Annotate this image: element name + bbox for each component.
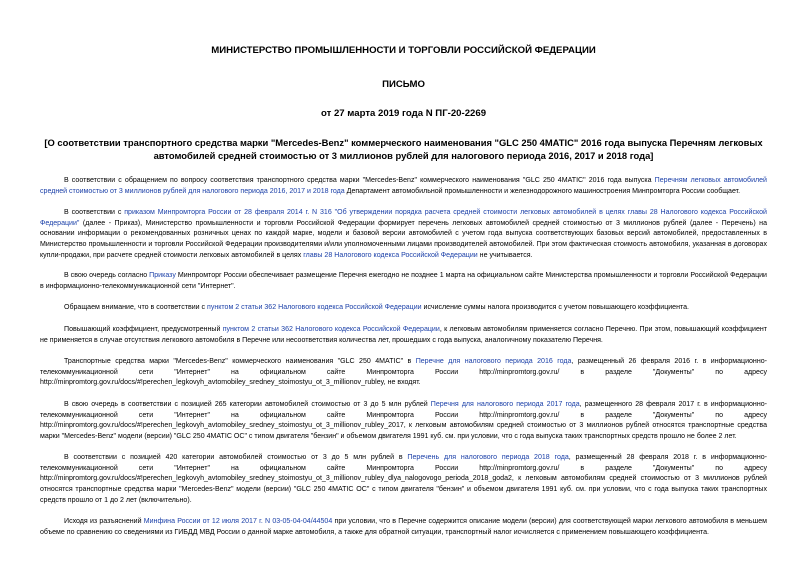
paragraph-5: Повышающий коэффициент, предусмотренный пунктом 2 статьи 362 Налогового кодекса Российской Федерации, к легковым автомобилям применяется согласно Перечню. При этом, повышающий коэффициент не применяется в случае отсутствия легкового автомобиля в Перечне или несоответствия количества лет, прошедших с года выпуска, аналогичному показателю Перечня. <box>40 325 767 344</box>
ministry-title: МИНИСТЕРСТВО ПРОМЫШЛЕННОСТИ И ТОРГОВЛИ РОССИЙСКОЙ ФЕДЕРАЦИИ <box>211 45 596 56</box>
link-glava-28-nk[interactable]: главы 28 Налогового кодекса Российской Федерации <box>303 251 478 259</box>
link-punkt-2-st-362[interactable]: пунктом 2 статьи 362 Налогового кодекса Российской Федерации <box>207 304 422 312</box>
document-type: ПИСЬМО <box>382 79 425 90</box>
link-prikaz-316[interactable]: приказом Минпромторга России от 28 февраля 2014 г. N 316 "Об утверждении порядка расчета средней стоимости легковых автомобилей в целях главы 28 Налогового кодекса Российской Федерации" <box>40 209 767 227</box>
document-subject: [О соответствии транспортного средства марки "Mercedes-Benz" коммерческого наименования "GLC 250 4MATIC" 2016 года выпуска Перечням легковых автомобилей средней стоимостью от 3 миллионов рублей для налогового периода 2016, 2017 и 2018 года] <box>44 137 763 161</box>
link-prikaz[interactable]: Приказу <box>149 272 176 280</box>
link-minfin-letter[interactable]: Минфина России от 12 июля 2017 г. N 03-05-04-04/44504 <box>143 518 333 526</box>
link-punkt-2-st-362-second[interactable]: пунктом 2 статьи 362 Налогового кодекса Российской Федерации <box>222 325 440 333</box>
paragraph-9: Исходя из разъяснений Минфина России от 12 июля 2017 г. N 03-05-04-04/44504 при условии, что в Перечне содержится описание модели (версии) для соответствующей марки легкового автомобиля в меньшем объеме по сравнению со сведениями из ГИБДД МВД России о данной марке автомобиля, а также для обратной ситуации, транспортный налог исчисляется с применением повышающего коэффициента. <box>40 518 768 536</box>
link-perechen-2018[interactable]: Перечень для налогового периода 2018 года <box>407 454 569 462</box>
link-perechen-2016[interactable]: Перечне для налогового периода 2016 года <box>415 358 572 366</box>
paragraph-6: Транспортные средства марки "Mercedes-Benz" коммерческого наименования "GLC 250 4MATIC" в Перечне для налогового периода 2016 года, размещенный 26 февраля 2016 г. в информационно-телекоммуникационной сети "Интернет" на официальном сайте Минпромторга России http://minpromtorg.gov.ru/ в разделе "Документы" по адресу http://minpromtorg.gov.ru/docs/#!perechen_legkovyh_avtomobiley_sredney_stoimostyu_ot_3_millionov_rubley, не входят. <box>40 358 767 387</box>
paragraph-2: В соответствии с приказом Минпромторга России от 28 февраля 2014 г. N 316 "Об утверждении порядка расчета средней стоимости легковых автомобилей в целях главы 28 Налогового кодекса Российской Федерации" (далее - Приказ), Министерство промышленности и торговли Российской Федерации формирует перечень легковых автомобилей средней стоимостью от 3 миллионов рублей (далее - Перечень) на основании информации о рекомендованных розничных ценах по каждой марке, модели и базовой версии автомобилей с учетом года выпуска соответствующих базовых версий автомобилей, предоставленных в Министерство промышленности и торговли Российской Федерации производителями и/или уполномоченными лицами производителей автомобилей. При этом фактическая стоимость автомобиля, указанная в договорах купли-продажи, при расчете средней стоимости легковых автомобилей в целях главы 28 Налогового кодекса Российской Федерации не учитывается. <box>40 209 767 259</box>
paragraph-8: В соответствии с позицией 420 категории автомобилей стоимостью от 3 до 5 млн рублей в Перечень для налогового периода 2018 года, размещенный 28 февраля 2018 г. в информационно-телекоммуникационной сети "Интернет" на официальном сайте Минпромторга России http://minpromtorg.gov.ru/ в разделе "Документы" по адресу http://minpromtorg.gov.ru/docs/#!perechen_legkovyh_avtomobiley_sredney_stoimostyu_ot_3_millionov_rubley_dlya_nalogovogo_perioda_2018_goda2, к легковым автомобилям средней стоимостью от 3 миллионов рублей относятся транспортные средства марки "Mercedes-Benz" модели (версии) "GLC 250 4MATIC OC" с типом двигателя "бензин" и объемом двигателя 1991 куб. см. при условии, что с года выпуска таких транспортных средств прошло от 1 до 2 лет (включительно). <box>40 454 767 504</box>
paragraph-3: В свою очередь согласно Приказу Минпромторг России обеспечивает размещение Перечня ежегодно не позднее 1 марта на официальном сайте Министерства промышленности и торговли Российской Федерации в информационно-телекоммуникационной сети "Интернет". <box>40 272 767 290</box>
paragraph-1: В соответствии с обращением по вопросу соответствия транспортного средства марки "Mercedes-Benz" коммерческого наименования "GLC 250 4MATIC" 2016 года выпуска Перечням легковых автомобилей средней стоимостью от 3 миллионов рублей для налогового периода 2016, 2017 и 2018 года Департамент автомобильной промышленности и железнодорожного машиностроения Минпромторга России сообщает. <box>40 177 767 195</box>
document-body <box>40 176 767 549</box>
paragraph-7: В свою очередь в соответствии с позицией 265 категории автомобилей стоимостью от 3 до 5 млн рублей Перечня для налогового периода 2017 года, размещенного 28 февраля 2017 г. в информационно-телекоммуникационной сети "Интернет" на официальном сайте Минпромторга России http://minpromtorg.gov.ru/ в разделе "Документы" по адресу http://minpromtorg.gov.ru/docs/#!perechen_legkovyh_avtomobiley_sredney_stoimostyu_ot_3_millionov_rubley_2017, к легковым автомобилям средней стоимостью от 3 миллионов рублей относятся транспортные средства марки "Mercedes-Benz" модели (версии) "GLC 250 4MATIC OC" с типом двигателя "бензин" и объемом двигателя 1991 куб. см. при условии, что с года выпуска таких транспортных средств прошло не более 2 лет. <box>40 400 767 440</box>
link-perechen-2017[interactable]: Перечня для налогового периода 2017 года <box>430 400 580 408</box>
document-date-number: от 27 марта 2019 года N ПГ-20-2269 <box>320 108 487 119</box>
link-perechen-2016-2018[interactable]: Перечням легковых автомобилей средней стоимостью от 3 миллионов рублей для налогового периода 2016, 2017 и 2018 года <box>40 177 767 195</box>
paragraph-4: Обращаем внимание, что в соответствии с пунктом 2 статьи 362 Налогового кодекса Российской Федерации исчисление суммы налога производится с учетом повышающего коэффициента. <box>64 304 690 312</box>
